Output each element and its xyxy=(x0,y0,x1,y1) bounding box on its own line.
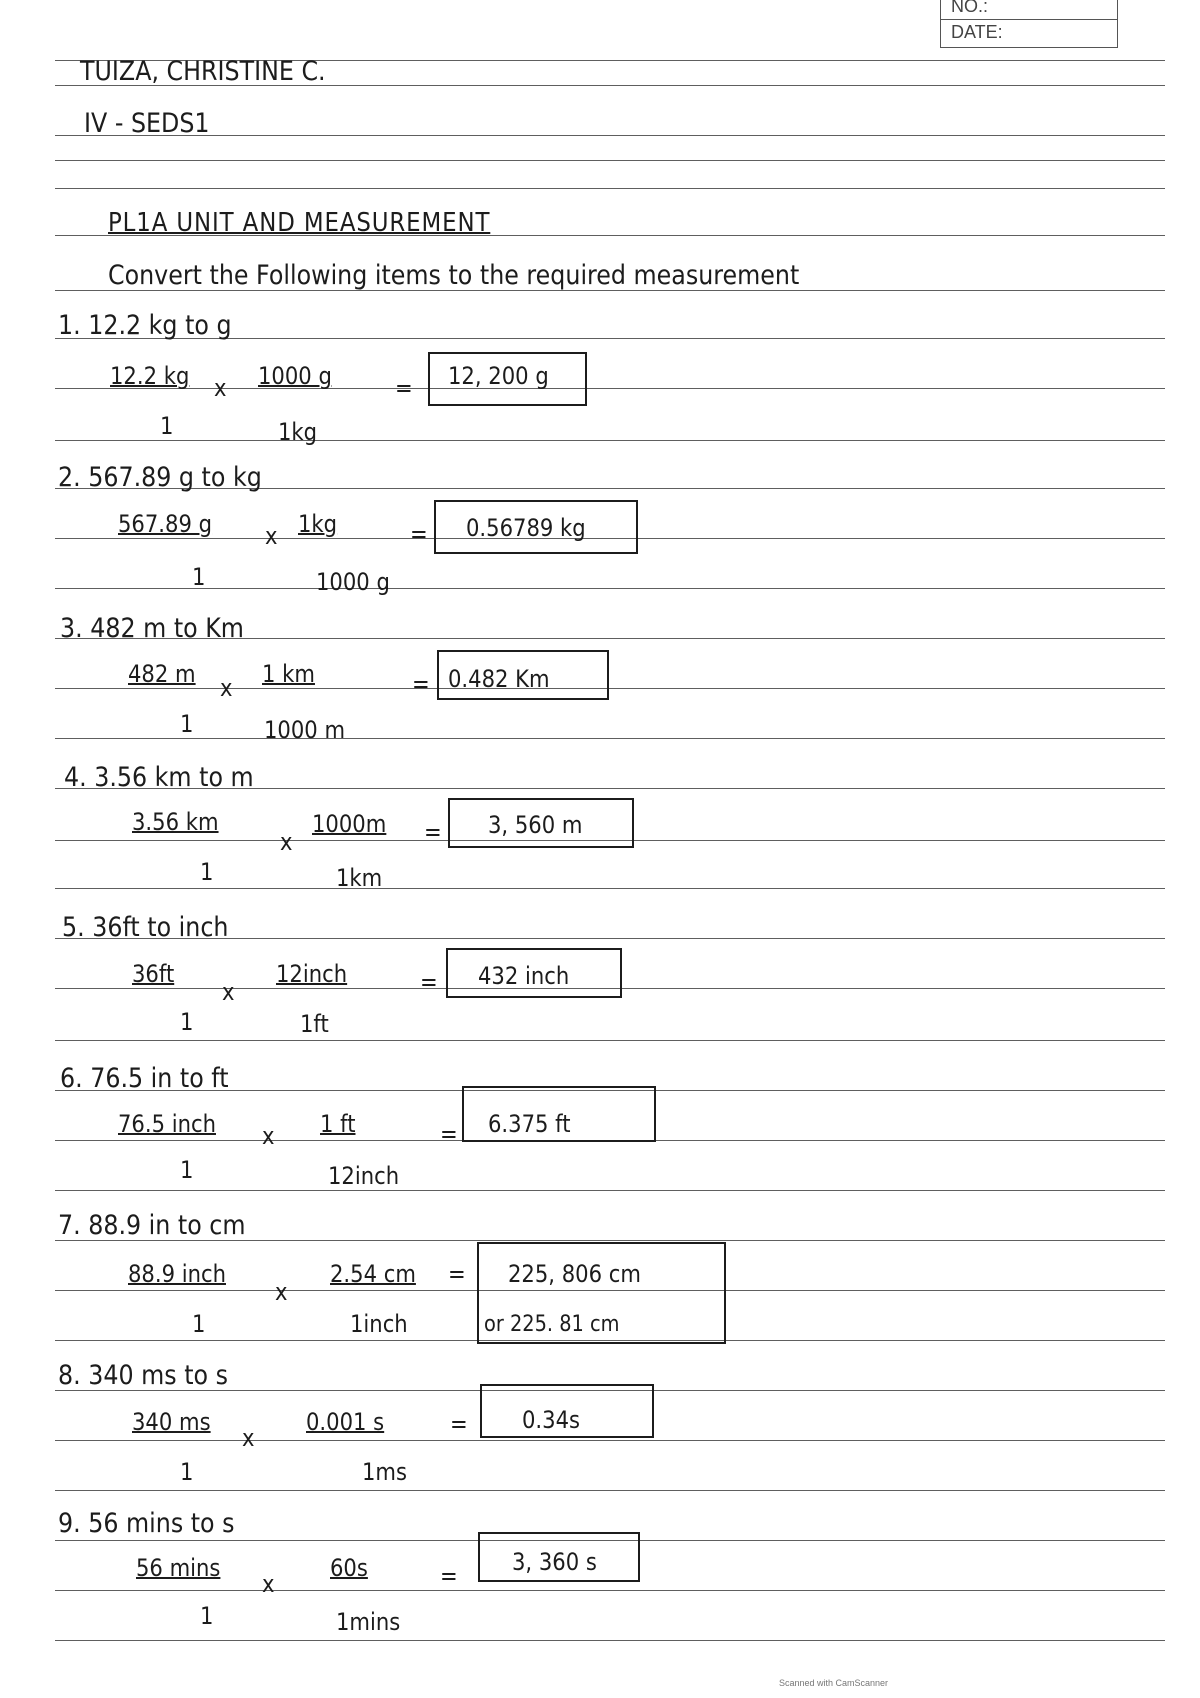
times-sign: x xyxy=(214,374,227,402)
problem-statement: 6. 76.5 in to ft xyxy=(60,1063,229,1094)
ruled-line xyxy=(55,188,1165,189)
ruled-line xyxy=(55,1440,1165,1441)
factor-bottom: 1000 g xyxy=(316,568,390,596)
numerator: 76.5 inch xyxy=(118,1110,216,1138)
denominator-one: 1 xyxy=(180,1458,194,1486)
denominator-one: 1 xyxy=(200,1602,214,1630)
times-sign: x xyxy=(220,674,233,702)
answer: 225, 806 cm xyxy=(508,1260,641,1288)
scanner-watermark: Scanned with CamScanner xyxy=(779,1678,889,1688)
factor-bottom: 1ft xyxy=(300,1010,329,1038)
header-box xyxy=(940,0,1118,48)
factor-top: 1000m xyxy=(312,810,387,838)
factor-top: 12inch xyxy=(276,960,348,988)
answer: 6.375 ft xyxy=(488,1110,571,1138)
factor-bottom: 12inch xyxy=(328,1162,400,1190)
ruled-line xyxy=(55,1490,1165,1491)
answer: 0.482 Km xyxy=(448,665,550,693)
problem-statement: 3. 482 m to Km xyxy=(60,613,244,644)
problem-statement: 7. 88.9 in to cm xyxy=(58,1210,246,1241)
student-name: TUIZA, CHRISTINE C. xyxy=(80,56,326,87)
factor-bottom: 1ms xyxy=(362,1458,408,1486)
factor-bottom: 1mins xyxy=(336,1608,401,1636)
numerator: 56 mins xyxy=(136,1554,221,1582)
equals-sign: = xyxy=(395,374,413,402)
factor-top: 1 km xyxy=(262,660,315,688)
numerator: 3.56 km xyxy=(132,808,219,836)
numerator: 567.89 g xyxy=(118,510,213,538)
factor-bottom: 1inch xyxy=(350,1310,408,1338)
answer: 0.56789 kg xyxy=(466,514,586,542)
equals-sign: = xyxy=(420,968,438,996)
student-section: IV - SEDS1 xyxy=(84,108,210,139)
ruled-line xyxy=(55,135,1165,136)
factor-bottom: 1kg xyxy=(278,418,318,446)
denominator-one: 1 xyxy=(160,412,174,440)
no-label: NO.: xyxy=(951,0,989,16)
equals-sign: = xyxy=(450,1410,468,1438)
numerator: 12.2 kg xyxy=(110,362,190,390)
answer: 432 inch xyxy=(478,962,570,990)
equals-sign: = xyxy=(410,520,428,548)
answer-alt: or 225. 81 cm xyxy=(484,1312,620,1337)
problem-statement: 4. 3.56 km to m xyxy=(64,762,254,793)
numerator: 36ft xyxy=(132,960,175,988)
problem-statement: 1. 12.2 kg to g xyxy=(58,310,232,341)
instruction: Convert the Following items to the required measurement xyxy=(108,260,800,291)
answer: 12, 200 g xyxy=(448,362,549,390)
ruled-line xyxy=(55,160,1165,161)
problem-statement: 8. 340 ms to s xyxy=(58,1360,228,1391)
times-sign: x xyxy=(280,828,293,856)
factor-bottom: 1km xyxy=(336,864,383,892)
factor-top: 1 ft xyxy=(320,1110,356,1138)
denominator-one: 1 xyxy=(200,858,214,886)
ruled-line xyxy=(55,1040,1165,1041)
ruled-line xyxy=(55,738,1165,739)
page-title: PL1A UNIT AND MEASUREMENT xyxy=(108,208,491,238)
denominator-one: 1 xyxy=(180,1156,194,1184)
date-field xyxy=(941,19,1117,45)
factor-top: 1000 g xyxy=(258,362,332,390)
ruled-line xyxy=(55,888,1165,889)
answer: 3, 360 s xyxy=(512,1548,597,1576)
times-sign: x xyxy=(222,978,235,1006)
denominator-one: 1 xyxy=(192,1310,206,1338)
answer: 0.34s xyxy=(522,1406,581,1434)
times-sign: x xyxy=(242,1424,255,1452)
denominator-one: 1 xyxy=(180,710,194,738)
denominator-one: 1 xyxy=(192,563,206,591)
equals-sign: = xyxy=(412,670,430,698)
problem-statement: 9. 56 mins to s xyxy=(58,1508,235,1539)
ruled-line xyxy=(55,1190,1165,1191)
ruled-line xyxy=(55,588,1165,589)
problem-statement: 2. 567.89 g to kg xyxy=(58,462,262,493)
factor-bottom: 1000 m xyxy=(264,716,346,744)
equals-sign: = xyxy=(448,1260,466,1288)
numerator: 340 ms xyxy=(132,1408,211,1436)
numerator: 88.9 inch xyxy=(128,1260,226,1288)
date-label: DATE: xyxy=(951,22,1003,42)
times-sign: x xyxy=(262,1122,275,1150)
factor-top: 1kg xyxy=(298,510,338,538)
equals-sign: = xyxy=(440,1120,458,1148)
factor-top: 60s xyxy=(330,1554,368,1582)
times-sign: x xyxy=(275,1278,288,1306)
equals-sign: = xyxy=(440,1562,458,1590)
ruled-line xyxy=(55,440,1165,441)
ruled-line xyxy=(55,1640,1165,1641)
factor-top: 2.54 cm xyxy=(330,1260,416,1288)
times-sign: x xyxy=(265,522,278,550)
numerator: 482 m xyxy=(128,660,196,688)
denominator-one: 1 xyxy=(180,1008,194,1036)
ruled-line xyxy=(55,1590,1165,1591)
problem-statement: 5. 36ft to inch xyxy=(62,912,229,943)
no-field xyxy=(941,0,1117,20)
answer: 3, 560 m xyxy=(488,811,583,839)
factor-top: 0.001 s xyxy=(306,1408,385,1436)
equals-sign: = xyxy=(424,818,442,846)
times-sign: x xyxy=(262,1570,275,1598)
